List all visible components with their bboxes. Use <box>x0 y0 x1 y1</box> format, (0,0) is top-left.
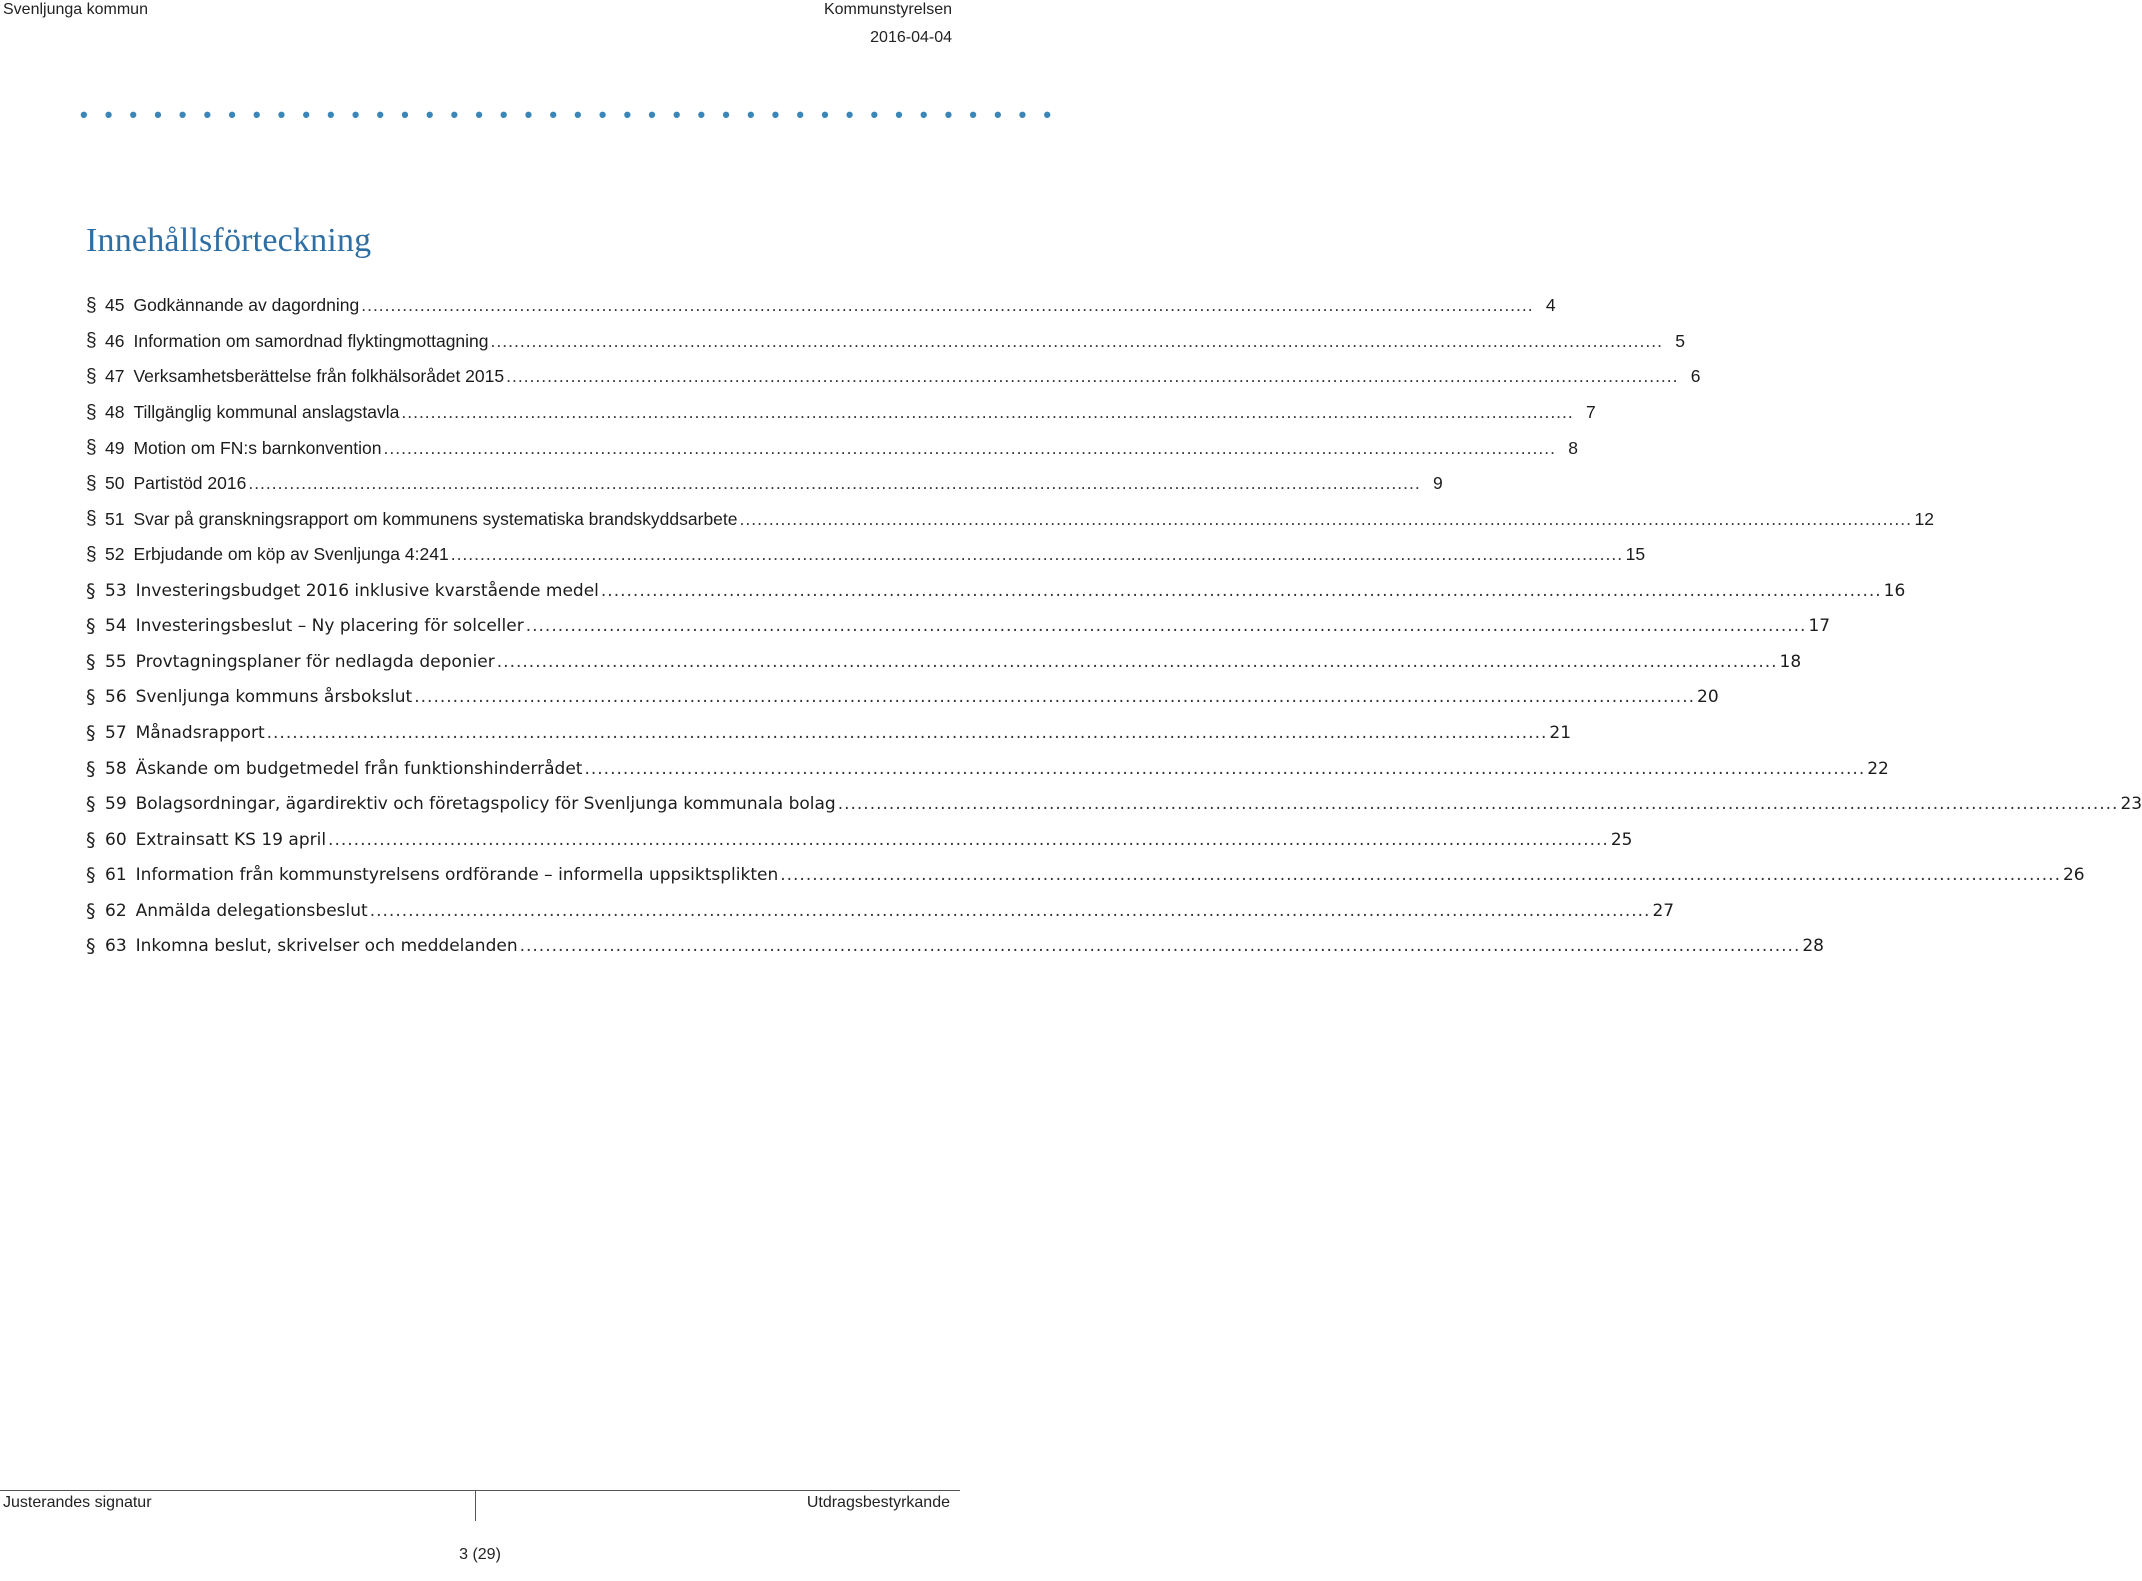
toc-entry-title: Äskande om budgetmedel från funktionshinderrådet <box>135 758 583 779</box>
dotted-rule: •••••••••••••••••••••••••••••••••••••••• <box>80 102 1069 127</box>
dot-leader <box>780 865 2061 885</box>
toc-entry-title: Anmälda delegationsbeslut <box>135 900 368 921</box>
dot-leader <box>601 581 1882 601</box>
toc-entry[interactable] <box>86 395 1596 431</box>
page-number: 3 (29) <box>459 1546 501 1563</box>
toc-entry-title: Partistöd 2016 <box>133 473 247 494</box>
toc-entry-page: 8 <box>1568 437 1578 458</box>
toc-entry-page: 6 <box>1690 366 1701 387</box>
toc-entry-page: 7 <box>1586 402 1596 423</box>
toc-entry-page: 25 <box>1610 829 1633 850</box>
toc-heading: Innehållsförteckning <box>86 222 372 259</box>
toc-entry[interactable] <box>86 929 1824 965</box>
signature-divider <box>475 1491 476 1521</box>
dot-leader <box>267 723 1548 743</box>
toc-entry-number: 48 <box>105 402 125 423</box>
toc-entry-title: Information från kommunstyrelsens ordförande – informella uppsiktsplikten <box>135 865 779 886</box>
toc-entry[interactable] <box>86 359 1701 395</box>
toc-entry[interactable] <box>86 858 2085 894</box>
section-sign-icon: § <box>86 437 97 459</box>
toc-entry-title: Investeringsbudget 2016 inklusive kvarstående medel <box>135 580 599 601</box>
toc-entry-number: 56 <box>105 687 127 708</box>
toc-entry-number: 53 <box>105 580 127 601</box>
toc-entry-number: 55 <box>105 651 127 672</box>
toc-entry-title: Månadsrapport <box>135 722 265 743</box>
section-sign-icon: § <box>86 472 97 494</box>
toc-entry-title: Svar på granskningsrapport om kommunens systematiska brandskyddsarbete <box>133 508 738 529</box>
toc-entry-number: 60 <box>105 829 127 850</box>
dot-leader <box>526 616 1807 636</box>
toc-entry[interactable] <box>86 786 2142 822</box>
toc-entry-page: 21 <box>1549 722 1572 743</box>
toc-entry-title: Motion om FN:s barnkonvention <box>133 437 382 458</box>
signature-label: Justerandes signatur <box>3 1494 152 1511</box>
toc-entry-title: Extrainsatt KS 19 april <box>135 829 327 850</box>
header-committee: Kommunstyrelsen <box>823 1 952 18</box>
dot-leader <box>414 687 1695 707</box>
toc-entry-page: 28 <box>1802 936 1824 957</box>
toc-entry[interactable] <box>86 608 1831 644</box>
toc-entry-page: 9 <box>1433 473 1443 494</box>
toc-entry-title: Svenljunga kommuns årsbokslut <box>135 687 413 708</box>
toc-entry[interactable] <box>86 573 1906 609</box>
toc-entry[interactable] <box>86 715 1572 751</box>
toc-entry-page: 4 <box>1545 295 1556 316</box>
toc-entry-title: Verksamhetsberättelse från folkhälsorådet 2015 <box>133 366 505 387</box>
section-sign-icon: § <box>86 793 96 816</box>
toc-entry-title: Godkännande av dagordning <box>133 295 360 316</box>
dot-leader <box>451 544 1623 565</box>
dot-leader <box>838 794 2119 814</box>
toc-entry-number: 54 <box>105 616 127 637</box>
section-sign-icon: § <box>86 899 96 922</box>
dot-leader <box>361 295 1533 316</box>
toc-entry[interactable] <box>86 466 1443 502</box>
toc-entry[interactable] <box>86 893 1675 929</box>
dot-leader <box>384 438 1556 459</box>
toc-entry-number: 58 <box>105 758 127 779</box>
dot-leader <box>497 652 1778 672</box>
toc-entry-title: Bolagsordningar, ägardirektiv och företagspolicy för Svenljunga kommunala bolag <box>135 794 836 815</box>
toc-entry-page: 26 <box>2062 865 2085 886</box>
toc-entry-number: 47 <box>105 366 125 387</box>
toc-entry-page: 16 <box>1883 580 1906 601</box>
header-date: 2016-04-04 <box>870 29 952 46</box>
header-municipality: Svenljunga kommun <box>3 1 148 18</box>
section-sign-icon: § <box>86 401 97 423</box>
section-sign-icon: § <box>86 615 96 638</box>
toc-entry-title: Investeringsbeslut – Ny placering för solceller <box>135 616 524 637</box>
toc-entry-page: 17 <box>1808 616 1831 637</box>
section-sign-icon: § <box>86 365 97 387</box>
dot-leader <box>328 830 1609 850</box>
dot-leader <box>520 936 1801 956</box>
footer-rule <box>0 1490 960 1491</box>
toc-entry[interactable] <box>86 324 1685 360</box>
toc-entry[interactable] <box>86 822 1633 858</box>
toc-entry[interactable] <box>86 288 1556 324</box>
toc-entry[interactable] <box>86 644 1802 680</box>
toc-entry-title: Tillgänglig kommunal anslagstavla <box>133 402 400 423</box>
section-sign-icon: § <box>86 935 96 958</box>
toc-entry-number: 50 <box>105 473 125 494</box>
toc-entry-number: 52 <box>105 544 125 565</box>
toc-entry[interactable] <box>86 430 1578 466</box>
toc-entry-number: 49 <box>105 437 125 458</box>
section-sign-icon: § <box>86 508 97 530</box>
toc-entry-page: 18 <box>1779 651 1802 672</box>
header-right <box>824 0 952 47</box>
toc-entry-number: 51 <box>105 508 125 529</box>
toc-entry[interactable] <box>86 502 1934 538</box>
toc-entry-number: 61 <box>105 865 127 886</box>
section-sign-icon: § <box>86 686 96 709</box>
section-sign-icon: § <box>86 757 96 780</box>
toc-entry-number: 45 <box>105 295 125 316</box>
toc-entry-page: 27 <box>1652 900 1675 921</box>
toc-entry-page: 22 <box>1867 758 1889 779</box>
dot-leader <box>740 509 1912 530</box>
toc-entry-number: 46 <box>105 330 125 351</box>
toc-entry-page: 15 <box>1625 544 1646 565</box>
dot-leader <box>491 331 1663 352</box>
dot-leader <box>401 402 1573 423</box>
dot-leader <box>584 759 1865 779</box>
dot-leader <box>248 473 1420 494</box>
section-sign-icon: § <box>86 294 97 316</box>
section-sign-icon: § <box>86 864 96 887</box>
toc-entry[interactable] <box>86 680 1719 716</box>
toc-entry[interactable] <box>86 751 1889 787</box>
toc-entry-page: 20 <box>1697 687 1719 708</box>
section-sign-icon: § <box>86 828 96 851</box>
dot-leader <box>506 366 1678 387</box>
section-sign-icon: § <box>86 579 96 602</box>
toc-entry[interactable] <box>86 537 1646 573</box>
toc-entry-title: Inkomna beslut, skrivelser och meddelanden <box>135 936 518 957</box>
section-sign-icon: § <box>86 721 96 744</box>
toc-entry-title: Erbjudande om köp av Svenljunga 4:241 <box>133 544 449 565</box>
toc-entry-page: 5 <box>1675 330 1685 351</box>
section-sign-icon: § <box>86 650 96 673</box>
toc-entry-page: 12 <box>1914 508 1934 529</box>
toc-entry-page: 23 <box>2120 794 2142 815</box>
section-sign-icon: § <box>86 543 97 565</box>
toc-entry-number: 63 <box>105 936 127 957</box>
certification-label: Utdragsbestyrkande <box>806 1494 950 1511</box>
section-sign-icon: § <box>86 330 97 352</box>
toc-entry-number: 62 <box>105 900 127 921</box>
dot-leader <box>370 901 1651 921</box>
toc-entry-title: Information om samordnad flyktingmottagning <box>133 330 489 351</box>
toc-entry-number: 59 <box>105 794 127 815</box>
toc-list <box>86 288 2142 964</box>
toc-entry-number: 57 <box>105 722 127 743</box>
toc-entry-title: Provtagningsplaner för nedlagda deponier <box>135 651 495 672</box>
